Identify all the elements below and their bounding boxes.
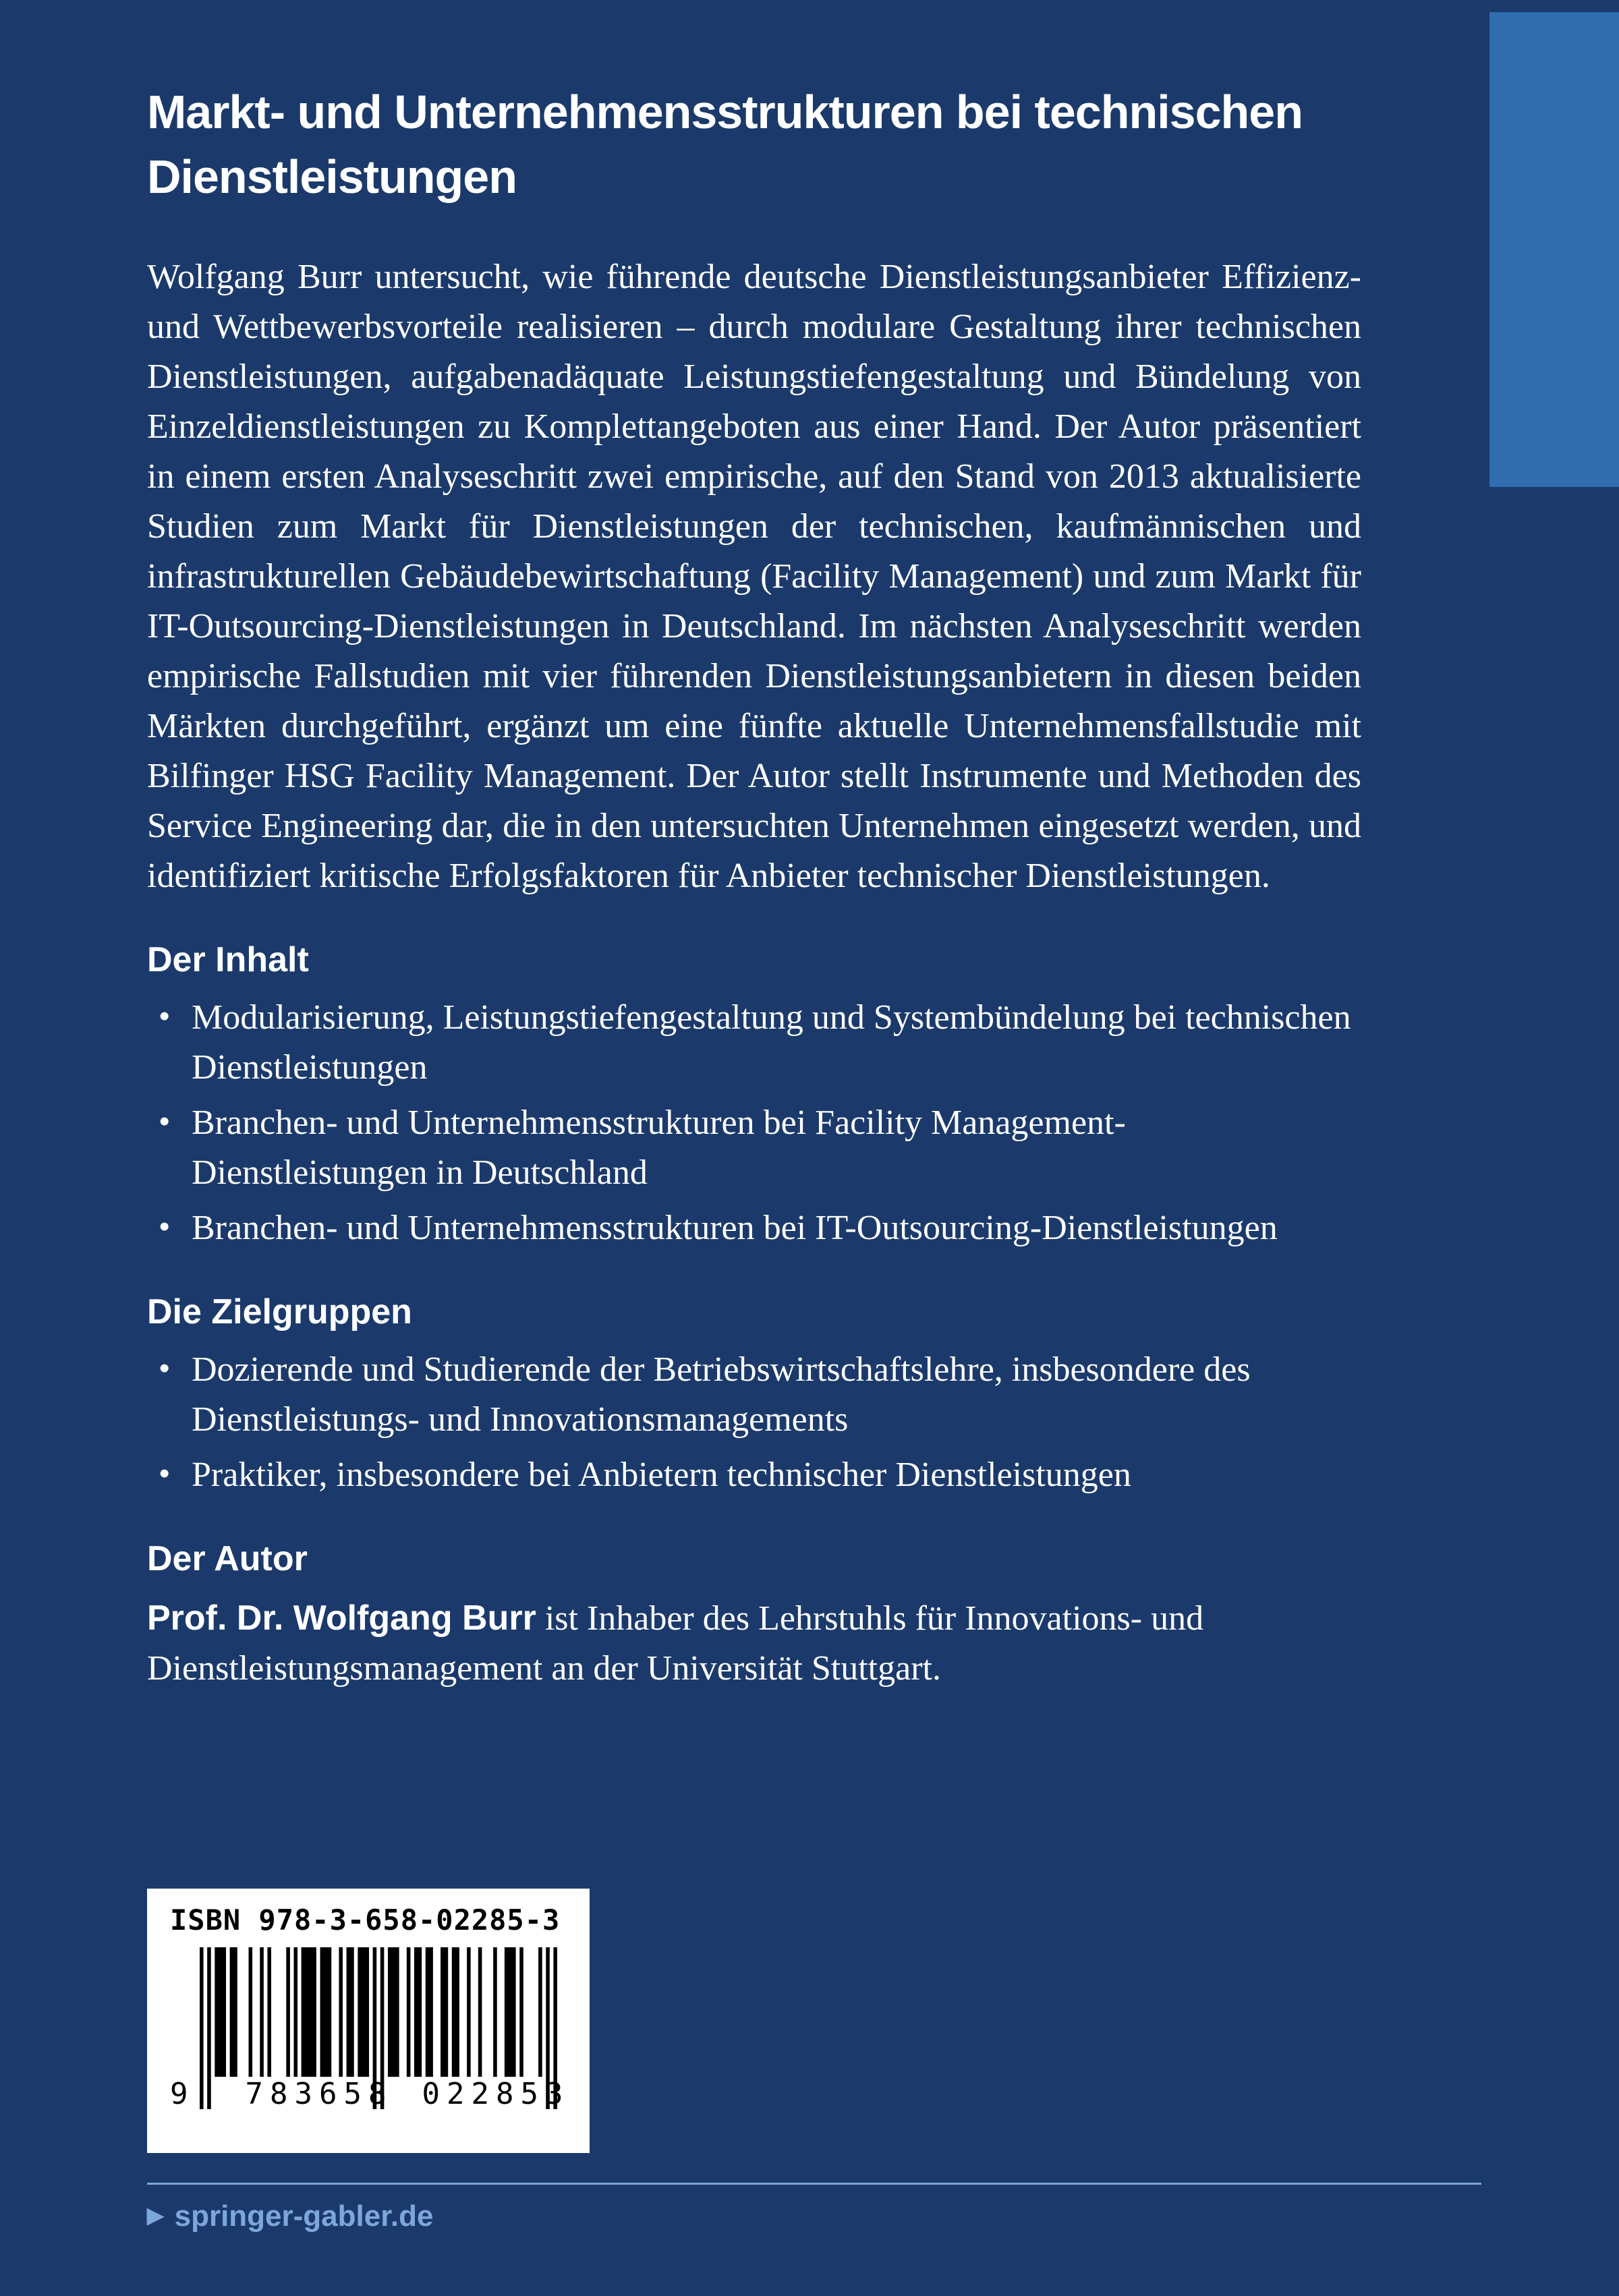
barcode-digits-left: 783658 (245, 2077, 393, 2111)
book-description: Wolfgang Burr untersucht, wie führende deutsche Dienstleistungsanbieter Effizienz- und Wettbewerbsvorteile realisieren – durch modulare Gestaltung ihrer technischen Dienstleistungen, aufgabenadäquate Leistungstiefengestaltung und Bündelung von Einzeldienstleistungen zu Komplettangeboten aus einer Hand. Der Autor präsentiert in einem ersten Analyseschritt zwei empirische, auf den Stand von 2013 aktualisierte Studien zum Markt für Dienstleistungen der technischen, kaufmännischen und infrastrukturellen Gebäudebewirtschaftung (Facility Management) und zum Markt für IT-Outsourcing-Dienstleistungen in Deutschland. Im nächsten Analyseschritt werden empirische Fallstudien mit vier führenden Dienstleistungsanbietern in diesen beiden Märkten durchgeführt, ergänzt um eine fünfte aktuelle Unternehmensfallstudie mit Bilfinger HSG Facility Management. Der Autor stellt Instrumente und Methoden des Service Engineering dar, die in den untersuchten Unternehmen eingesetzt werden, und identifiziert kritische Erfolgsfaktoren für Anbieter technischer Dienstleistungen. (147, 258, 1361, 895)
author-paragraph (147, 1593, 1361, 1694)
list-item-text: Praktiker, insbesondere bei Anbietern technischer Dienstleistungen (192, 1456, 1131, 1494)
isbn-barcode-panel (147, 1889, 590, 2153)
barcode-digits-right: 022853 (422, 2077, 570, 2111)
triangle-right-icon: ▶ (147, 2203, 164, 2227)
book-title-line-2: Dienstleistungen (147, 150, 517, 203)
book-title (147, 80, 1361, 209)
section-heading-autor: Der Autor (147, 1539, 308, 1578)
bullet-icon: • (159, 1000, 170, 1033)
book-title-line-1: Markt- und Unternehmensstrukturen bei technischen (147, 86, 1303, 138)
barcode-digit-first: 9 (170, 2077, 188, 2111)
list-item (147, 1450, 1361, 1500)
isbn-label: ISBN 978-3-658-02285-3 (170, 1903, 561, 1936)
ean13-barcode (170, 1947, 570, 2113)
inhalt-list (147, 993, 1361, 1253)
list-item (147, 993, 1361, 1093)
author-name: Prof. Dr. Wolfgang Burr (147, 1599, 536, 1638)
list-item-text: Modularisierung, Leistungstiefengestaltung und Systembündelung bei technischen Dienstleistungen (192, 998, 1351, 1087)
author-text: ist Inhaber des Lehrstuhls für Innovations- und Dienstleistungsmanagement an der Universität Stuttgart. (147, 1599, 1204, 1688)
list-item (147, 1098, 1361, 1198)
zielgruppen-list (147, 1345, 1361, 1500)
cover-content (147, 0, 1361, 1694)
list-item-text: Dozierende und Studierende der Betriebswirtschaftslehre, insbesondere des Dienstleistungs- und Innovationsmanagements (192, 1350, 1251, 1439)
footer-divider (147, 2183, 1481, 2185)
list-item-text: Branchen- und Unternehmensstrukturen bei Facility Management-Dienstleistungen in Deutschland (192, 1103, 1126, 1192)
bullet-icon: • (159, 1105, 170, 1138)
list-item-text: Branchen- und Unternehmensstrukturen bei IT-Outsourcing-Dienstleistungen (192, 1209, 1278, 1247)
accent-bar (1489, 12, 1619, 487)
section-heading-zielgruppen: Die Zielgruppen (147, 1292, 412, 1331)
list-item (147, 1203, 1361, 1253)
list-item (147, 1345, 1361, 1445)
bullet-icon: • (159, 1210, 170, 1243)
publisher-link (147, 2198, 434, 2237)
publisher-url: springer-gabler.de (174, 2200, 434, 2233)
bullet-icon: • (159, 1457, 170, 1490)
section-heading-inhalt: Der Inhalt (147, 940, 309, 979)
bullet-icon: • (159, 1352, 170, 1385)
